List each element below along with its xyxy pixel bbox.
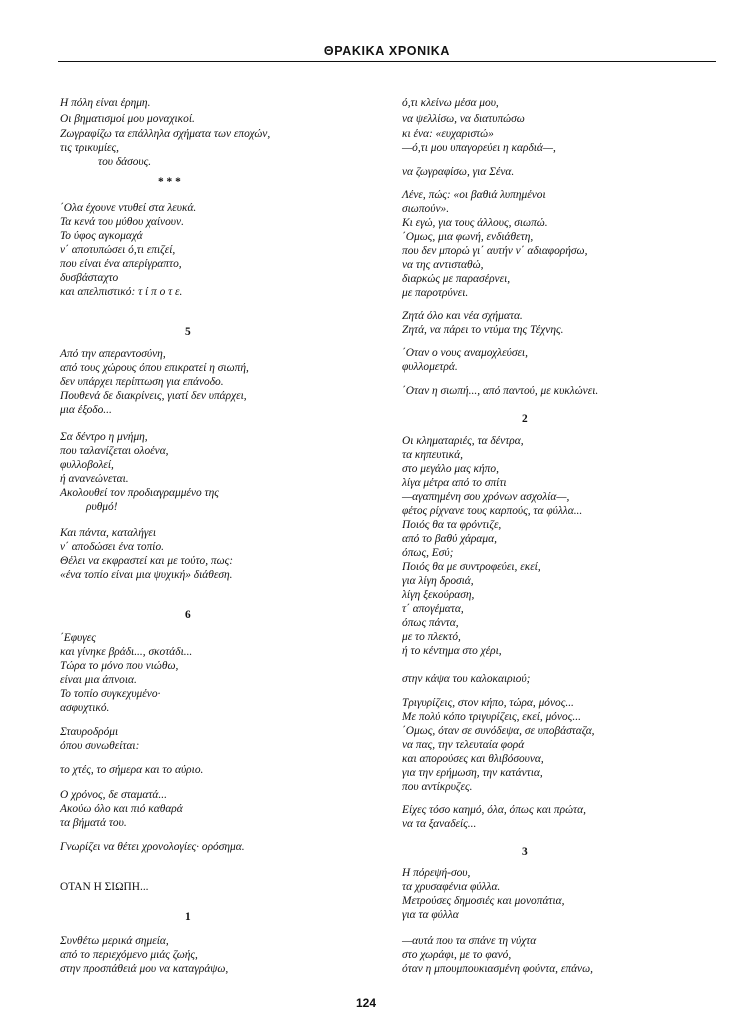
poem-line: που δεν μπορώ γι΄ αυτήν ν΄ αδιαφορήσω,	[402, 245, 588, 257]
poem-line: Με πολύ κόπο τριγυρίζεις, εκεί, μόνος...	[402, 711, 581, 723]
page-number: 124	[355, 996, 377, 1010]
poem-line: που αντίκρυζες.	[402, 781, 473, 793]
poem-line: λίγη ξεκούραση,	[402, 589, 475, 601]
poem-line: διαρκώς με παρασέρνει,	[402, 273, 511, 285]
poem-line: μια έξοδο...	[60, 404, 112, 416]
poem-line: δυσβάσταχτο	[60, 272, 119, 284]
poem-line: ΄Οταν η σιωπή..., από παντού, με κυκλώνει.	[402, 385, 599, 397]
poem-line: σιωπούν».	[402, 203, 450, 215]
poem-line: όπως πάντα,	[402, 617, 459, 629]
poem-line: —αυτά που τα σπάνε τη νύχτα	[402, 935, 537, 947]
poem-line: Τριγυρίζεις, στον κήπο, τώρα, μόνος...	[402, 697, 574, 709]
poem-line: στην κάψα του καλοκαιριού;	[402, 673, 531, 685]
poem-line: Η πόρεψή-σου,	[402, 867, 471, 879]
poem-line: —ό,τι μου υπαγορεύει η καρδιά—,	[402, 142, 556, 154]
poem-line: ΟΤΑΝ Η ΣΙΩΠΗ...	[60, 881, 149, 893]
poem-line: ΄Ομως, όταν σε συνόδεψα, σε υποβάσταζα,	[402, 725, 595, 737]
poem-line: ΄Εφυγες	[60, 632, 96, 644]
poem-line: τα βήματά του.	[60, 817, 127, 829]
poem-line: του δάσους.	[98, 156, 152, 168]
poem-line: Γνωρίζει να θέτει χρονολογίες· ορόσημα.	[60, 841, 245, 853]
poem-line: για λίγη δροσιά,	[402, 575, 474, 587]
poem-line: τα κηπευτικά,	[402, 449, 463, 461]
poem-line: Το τοπίο συγκεχυμένο·	[60, 688, 161, 700]
poem-line: Ποιός θα τα φρόντιζε,	[402, 519, 502, 531]
poem-line: φέτος ρίχνανε τους καρπούς, τα φύλλα...	[402, 505, 583, 517]
poem-line: Ο χρόνος, δε σταματά...	[60, 789, 167, 801]
poem-line: ασφυχτικό.	[60, 702, 110, 714]
section-marker: 3	[522, 846, 528, 858]
section-marker: 1	[185, 911, 191, 923]
poem-line: Θέλει να εκφραστεί και με τούτο, πως:	[60, 555, 234, 567]
section-marker: 6	[185, 609, 191, 621]
section-marker: * * *	[158, 176, 181, 188]
poem-line: —αγαπημένη σου χρόνων ασχολία—,	[402, 491, 570, 503]
poem-line: Πουθενά δε διακρίνεις, γιατί δεν υπάρχει,	[60, 390, 247, 402]
poem-line: Σα δέντρο η μνήμη,	[60, 431, 148, 443]
poem-line: με το πλεκτό,	[402, 631, 461, 643]
poem-line: Το ύφος αγκομαχά	[60, 230, 143, 242]
poem-line: Ζωγραφίζω τα επάλληλα σχήματα των εποχών,	[60, 128, 271, 140]
poem-line: με παροτρύνει.	[402, 287, 469, 299]
header-rule	[58, 61, 716, 62]
poem-line: ν΄ αποτυπώσει ό,τι επιζεί,	[60, 244, 176, 256]
poem-line: από το βαθύ χάραμα,	[402, 533, 497, 545]
poem-line: και γίνηκε βράδι..., σκοτάδι...	[60, 646, 193, 658]
poem-line: ή ανανεώνεται.	[60, 473, 129, 485]
poem-line: Η πόλη είναι έρημη.	[60, 97, 151, 109]
poem-line: ή το κέντημα στο χέρι,	[402, 645, 502, 657]
poem-line: Ακολουθεί τον προδιαγραμμένο της	[60, 487, 219, 499]
poem-line: Σταυροδρόμι	[60, 726, 119, 738]
poem-line: το χτές, το σήμερα και το αύριο.	[60, 764, 204, 776]
poem-line: Τώρα το μόνο που νιώθω,	[60, 660, 179, 672]
poem-line: και απορούσες και θλιβόσουνα,	[402, 753, 544, 765]
poem-line: ό,τι κλείνω μέσα μου,	[402, 97, 499, 109]
poem-line: όπου συνωθείται:	[60, 740, 140, 752]
poem-line: Οι κληματαριές, τα δέντρα,	[402, 435, 524, 447]
poem-line: να ζωγραφίσω, για Σένα.	[402, 166, 515, 178]
poem-line: που ταλανίζεται ολοένα,	[60, 445, 169, 457]
poem-line: Συνθέτω μερικά σημεία,	[60, 935, 169, 947]
poem-line: Από την απεραντοσύνη,	[60, 348, 166, 360]
poem-line: ν΄ αποδώσει ένα τοπίο.	[60, 541, 164, 553]
poem-line: κι ένα: «ευχαριστώ»	[402, 128, 494, 140]
poem-line: Οι βηματισμοί μου μοναχικοί.	[60, 113, 195, 125]
poem-line: να ψελλίσω, να διατυπώσω	[402, 113, 525, 125]
poem-line: στην προσπάθειά μου να καταγράψω,	[60, 963, 229, 975]
poem-line: Και πάντα, καταλήγει	[60, 527, 156, 539]
poem-line: και απελπιστικό: τ ί π ο τ ε.	[60, 286, 183, 298]
poem-line: τ΄ απογέματα,	[402, 603, 464, 615]
poem-line: Τα κενά του μύθου χαίνουν.	[60, 216, 184, 228]
poem-line: τις τρικυμίες,	[60, 142, 119, 154]
poem-line: να της αντισταθώ,	[402, 259, 484, 271]
poem-line: φυλλοβολεί,	[60, 459, 114, 471]
poem-line: «ένα τοπίο είναι μια ψυχική» διάθεση.	[60, 569, 233, 581]
poem-line: να τα ξαναδείς...	[402, 818, 477, 830]
poem-line: όταν η μπουμπουκιασμένη φούντα, επάνω,	[402, 963, 593, 975]
poem-line: που είναι ένα απερίγραπτο,	[60, 258, 182, 270]
poem-line: δεν υπάρχει περίπτωση για επάνοδο.	[60, 376, 224, 388]
poem-line: Είχες τόσο καημό, όλα, όπως και πρώτα,	[402, 804, 586, 816]
poem-line: ΄Ομως, μια φωνή, ενδιάθετη,	[402, 231, 534, 243]
poem-line: Μετρούσες δημοσιές και μονοπάτια,	[402, 895, 565, 907]
poem-line: Κι εγώ, για τους άλλους, σιωπώ.	[402, 217, 548, 229]
poem-line: είναι μια άπνοια.	[60, 674, 137, 686]
poem-line: από το περιεχόμενο μιάς ζωής,	[60, 949, 198, 961]
poem-line: φυλλομετρά.	[402, 361, 458, 373]
poem-line: Ζητά όλο και νέα σχήματα.	[402, 310, 523, 322]
poem-line: στο χωράφι, με το φανό,	[402, 949, 512, 961]
poem-line: Λένε, πώς: «οι βαθιά λυπημένοι	[402, 189, 546, 201]
poem-line: Ποιός θα με συντροφεύει, εκεί,	[402, 561, 541, 573]
poem-line: ρυθμό!	[86, 501, 118, 513]
poem-line: Ζητά, να πάρει το ντύμα της Τέχνης.	[402, 324, 564, 336]
poem-line: για την ερήμωση, την κατάντια,	[402, 767, 543, 779]
poem-line: να πας, την τελευταία φορά	[402, 739, 525, 751]
poem-line: ΄Οταν ο νους αναμοχλεύσει,	[402, 347, 528, 359]
poem-line: στο μεγάλο μας κήπο,	[402, 463, 499, 475]
poem-line: για τα φύλλα	[402, 909, 459, 921]
poem-line: ΄Ολα έχουνε ντυθεί στα λευκά.	[60, 202, 197, 214]
running-title: ΘΡΑΚΙΚΑ ΧΡΟΝΙΚΑ	[323, 44, 451, 58]
section-marker: 2	[522, 413, 528, 425]
poem-line: από τους χώρους όπου επικρατεί η σιωπή,	[60, 362, 249, 374]
poem-line: λίγα μέτρα από το σπίτι	[402, 477, 507, 489]
poem-line: Ακούω όλο και πιό καθαρά	[60, 803, 183, 815]
section-marker: 5	[185, 326, 191, 338]
poem-line: τα χρυσαφένια φύλλα.	[402, 881, 501, 893]
poem-line: όπως, Εσύ;	[402, 547, 454, 559]
